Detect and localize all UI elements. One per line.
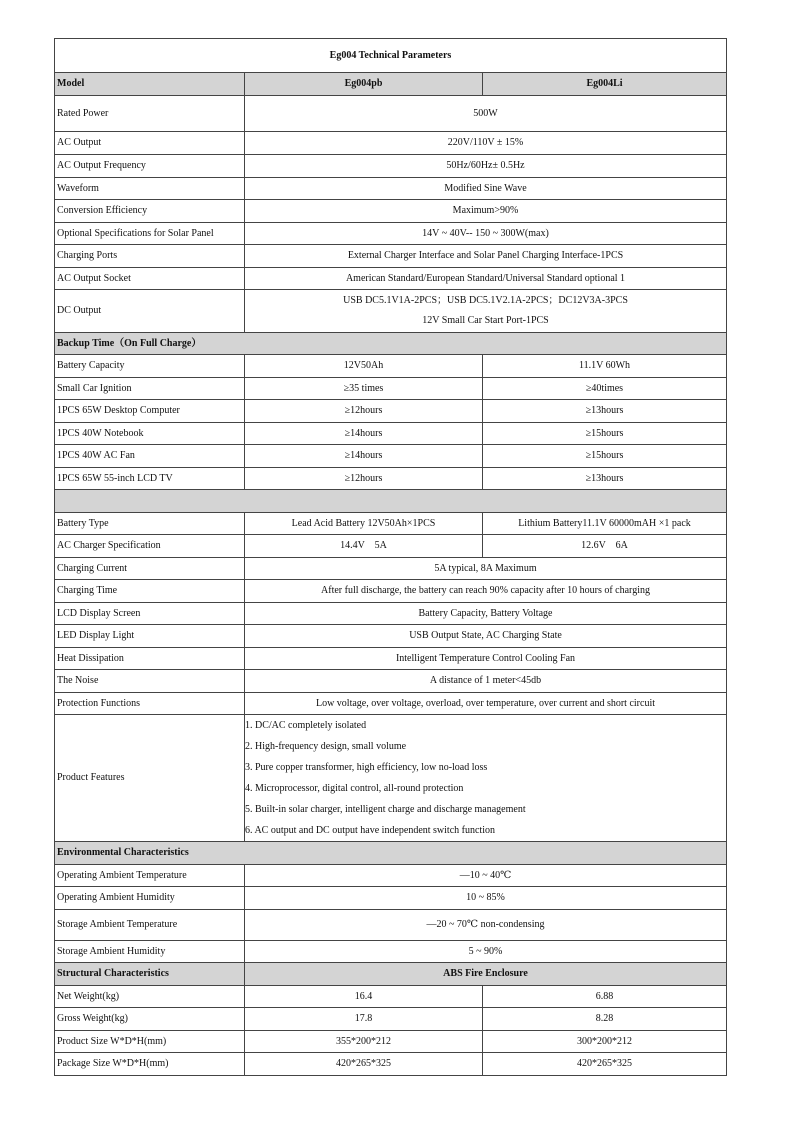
row-label: Gross Weight(kg) <box>55 1008 245 1031</box>
feature-item: 3. Pure copper transformer, high efficiency, low no-load loss <box>245 762 488 773</box>
row-value: —20 ~ 70℃ non-condensing <box>245 910 727 941</box>
dc-output-line-2: 12V Small Car Start Port-1PCS <box>422 315 549 326</box>
row-label: Optional Specifications for Solar Panel <box>55 223 245 245</box>
spec-row <box>55 96 727 132</box>
row-value-pb: ≥12hours <box>245 468 483 490</box>
features-list <box>245 715 727 842</box>
row-label: LED Display Light <box>55 625 245 648</box>
section-header <box>55 963 727 986</box>
row-value: Intelligent Temperature Control Cooling Fan <box>245 648 727 670</box>
row-value-pb: ≥12hours <box>245 400 483 423</box>
spec-row <box>55 648 727 670</box>
row-value: 500W <box>245 96 727 132</box>
model-row <box>55 73 727 96</box>
feature-item: 5. Built-in solar charger, intelligent charge and discharge management <box>245 804 526 815</box>
row-label: Operating Ambient Temperature <box>55 865 245 887</box>
row-value: 5 ~ 90% <box>245 941 727 963</box>
section-header <box>55 842 727 865</box>
row-value: 5A typical, 8A Maximum <box>245 558 727 580</box>
row-value: 220V/110V ± 15% <box>245 132 727 155</box>
row-value: 50Hz/60Hz± 0.5Hz <box>245 155 727 178</box>
row-value-li: ≥13hours <box>483 400 727 423</box>
feature-item: 6. AC output and DC output have independent switch function <box>245 825 495 836</box>
row-label: Charging Current <box>55 558 245 580</box>
row-value: American Standard/European Standard/Universal Standard optional 1 <box>245 268 727 290</box>
spec-row <box>55 513 727 535</box>
row-value: After full discharge, the battery can reach 90% capacity after 10 hours of charging <box>245 580 727 603</box>
row-label: Charging Time <box>55 580 245 603</box>
row-value-li: ≥15hours <box>483 423 727 445</box>
row-value-pb: 420*265*325 <box>245 1053 483 1076</box>
row-value-li: 300*200*212 <box>483 1031 727 1053</box>
feature-item: 2. High-frequency design, small volume <box>245 741 407 752</box>
spec-row <box>55 558 727 580</box>
spec-row <box>55 1008 727 1031</box>
spec-row <box>55 223 727 245</box>
spec-row <box>55 625 727 648</box>
spec-row <box>55 670 727 693</box>
row-value-li: ≥13hours <box>483 468 727 490</box>
spec-row <box>55 445 727 468</box>
row-value-pb: 355*200*212 <box>245 1031 483 1053</box>
spec-row <box>55 200 727 223</box>
spec-row <box>55 535 727 558</box>
row-label: Heat Dissipation <box>55 648 245 670</box>
row-label: AC Output <box>55 132 245 155</box>
section-spacer <box>55 490 727 513</box>
row-value-pb: 17.8 <box>245 1008 483 1031</box>
spec-row <box>55 178 727 200</box>
row-label: Operating Ambient Humidity <box>55 887 245 910</box>
spec-row <box>55 693 727 715</box>
row-label: Battery Type <box>55 513 245 535</box>
spec-row <box>55 1053 727 1076</box>
row-label: Net Weight(kg) <box>55 986 245 1008</box>
blank-section-bar <box>55 490 727 513</box>
spec-row <box>55 468 727 490</box>
spec-row <box>55 155 727 178</box>
table-title: Eg004 Technical Parameters <box>55 39 727 73</box>
features-label: Product Features <box>55 715 245 842</box>
row-label: Small Car Ignition <box>55 378 245 400</box>
row-value-pb: 14.4V 5A <box>245 535 483 558</box>
structure-header: Structural Characteristics <box>55 963 245 986</box>
row-label: Product Size W*D*H(mm) <box>55 1031 245 1053</box>
row-value-li: Lithium Battery11.1V 60000mAH ×1 pack <box>483 513 727 535</box>
row-value-pb: 16.4 <box>245 986 483 1008</box>
row-label: The Noise <box>55 670 245 693</box>
row-label: Conversion Efficiency <box>55 200 245 223</box>
row-value: Maximum>90% <box>245 200 727 223</box>
enclosure-value: ABS Fire Enclosure <box>245 963 727 986</box>
spec-row <box>55 355 727 378</box>
spec-row <box>55 268 727 290</box>
spec-row <box>55 245 727 268</box>
row-value-pb: Lead Acid Battery 12V50Ah×1PCS <box>245 513 483 535</box>
row-label: 1PCS 40W AC Fan <box>55 445 245 468</box>
model-pb: Eg004pb <box>245 73 483 96</box>
row-label: Rated Power <box>55 96 245 132</box>
spec-row <box>55 941 727 963</box>
row-value-pb: 12V50Ah <box>245 355 483 378</box>
spec-row <box>55 423 727 445</box>
row-label: 1PCS 40W Notebook <box>55 423 245 445</box>
spec-row <box>55 887 727 910</box>
spec-row <box>55 400 727 423</box>
model-li: Eg004Li <box>483 73 727 96</box>
row-label: Charging Ports <box>55 245 245 268</box>
spec-sheet <box>54 38 726 1076</box>
row-value: USB Output State, AC Charging State <box>245 625 727 648</box>
row-value-li: 8.28 <box>483 1008 727 1031</box>
dc-output-value <box>245 290 727 333</box>
spec-row <box>55 580 727 603</box>
spec-row <box>55 290 727 333</box>
environment-header: Environmental Characteristics <box>55 842 727 865</box>
row-value: External Charger Interface and Solar Panel Charging Interface-1PCS <box>245 245 727 268</box>
row-value-pb: ≥14hours <box>245 423 483 445</box>
row-label: 1PCS 65W Desktop Computer <box>55 400 245 423</box>
row-value-li: 6.88 <box>483 986 727 1008</box>
feature-item: 4. Microprocessor, digital control, all-round protection <box>245 783 464 794</box>
spec-row <box>55 603 727 625</box>
features-row <box>55 715 727 842</box>
model-label: Model <box>55 73 245 96</box>
row-value: —10 ~ 40℃ <box>245 865 727 887</box>
row-label: LCD Display Screen <box>55 603 245 625</box>
row-value-pb: ≥35 times <box>245 378 483 400</box>
row-label: Waveform <box>55 178 245 200</box>
row-label: AC Output Socket <box>55 268 245 290</box>
row-value-li: 420*265*325 <box>483 1053 727 1076</box>
row-label: AC Output Frequency <box>55 155 245 178</box>
row-value: 14V ~ 40V-- 150 ~ 300W(max) <box>245 223 727 245</box>
dc-output-line-1: USB DC5.1V1A-2PCS；USB DC5.1V2.1A-2PCS；DC12V3A-3PCS <box>343 295 628 306</box>
feature-item: 1. DC/AC completely isolated <box>245 720 367 731</box>
spec-row <box>55 910 727 941</box>
row-value: Battery Capacity, Battery Voltage <box>245 603 727 625</box>
row-value-li: ≥15hours <box>483 445 727 468</box>
title-row <box>55 39 727 73</box>
spec-row <box>55 132 727 155</box>
row-value: A distance of 1 meter<45db <box>245 670 727 693</box>
row-label: Protection Functions <box>55 693 245 715</box>
spec-table <box>54 38 727 1076</box>
backup-header: Backup Time（On Full Charge） <box>55 333 727 355</box>
spec-row <box>55 1031 727 1053</box>
row-value-li: 12.6V 6A <box>483 535 727 558</box>
row-value: Low voltage, over voltage, overload, over temperature, over current and short circuit <box>245 693 727 715</box>
spec-row <box>55 865 727 887</box>
row-label: Package Size W*D*H(mm) <box>55 1053 245 1076</box>
spec-row <box>55 378 727 400</box>
row-label: AC Charger Specification <box>55 535 245 558</box>
row-value-pb: ≥14hours <box>245 445 483 468</box>
spec-row <box>55 986 727 1008</box>
row-label: Storage Ambient Temperature <box>55 910 245 941</box>
row-label: Storage Ambient Humidity <box>55 941 245 963</box>
row-value-li: ≥40times <box>483 378 727 400</box>
row-value: 10 ~ 85% <box>245 887 727 910</box>
row-label: DC Output <box>55 290 245 333</box>
row-value-li: 11.1V 60Wh <box>483 355 727 378</box>
row-label: 1PCS 65W 55-inch LCD TV <box>55 468 245 490</box>
section-header <box>55 333 727 355</box>
row-label: Battery Capacity <box>55 355 245 378</box>
row-value: Modified Sine Wave <box>245 178 727 200</box>
